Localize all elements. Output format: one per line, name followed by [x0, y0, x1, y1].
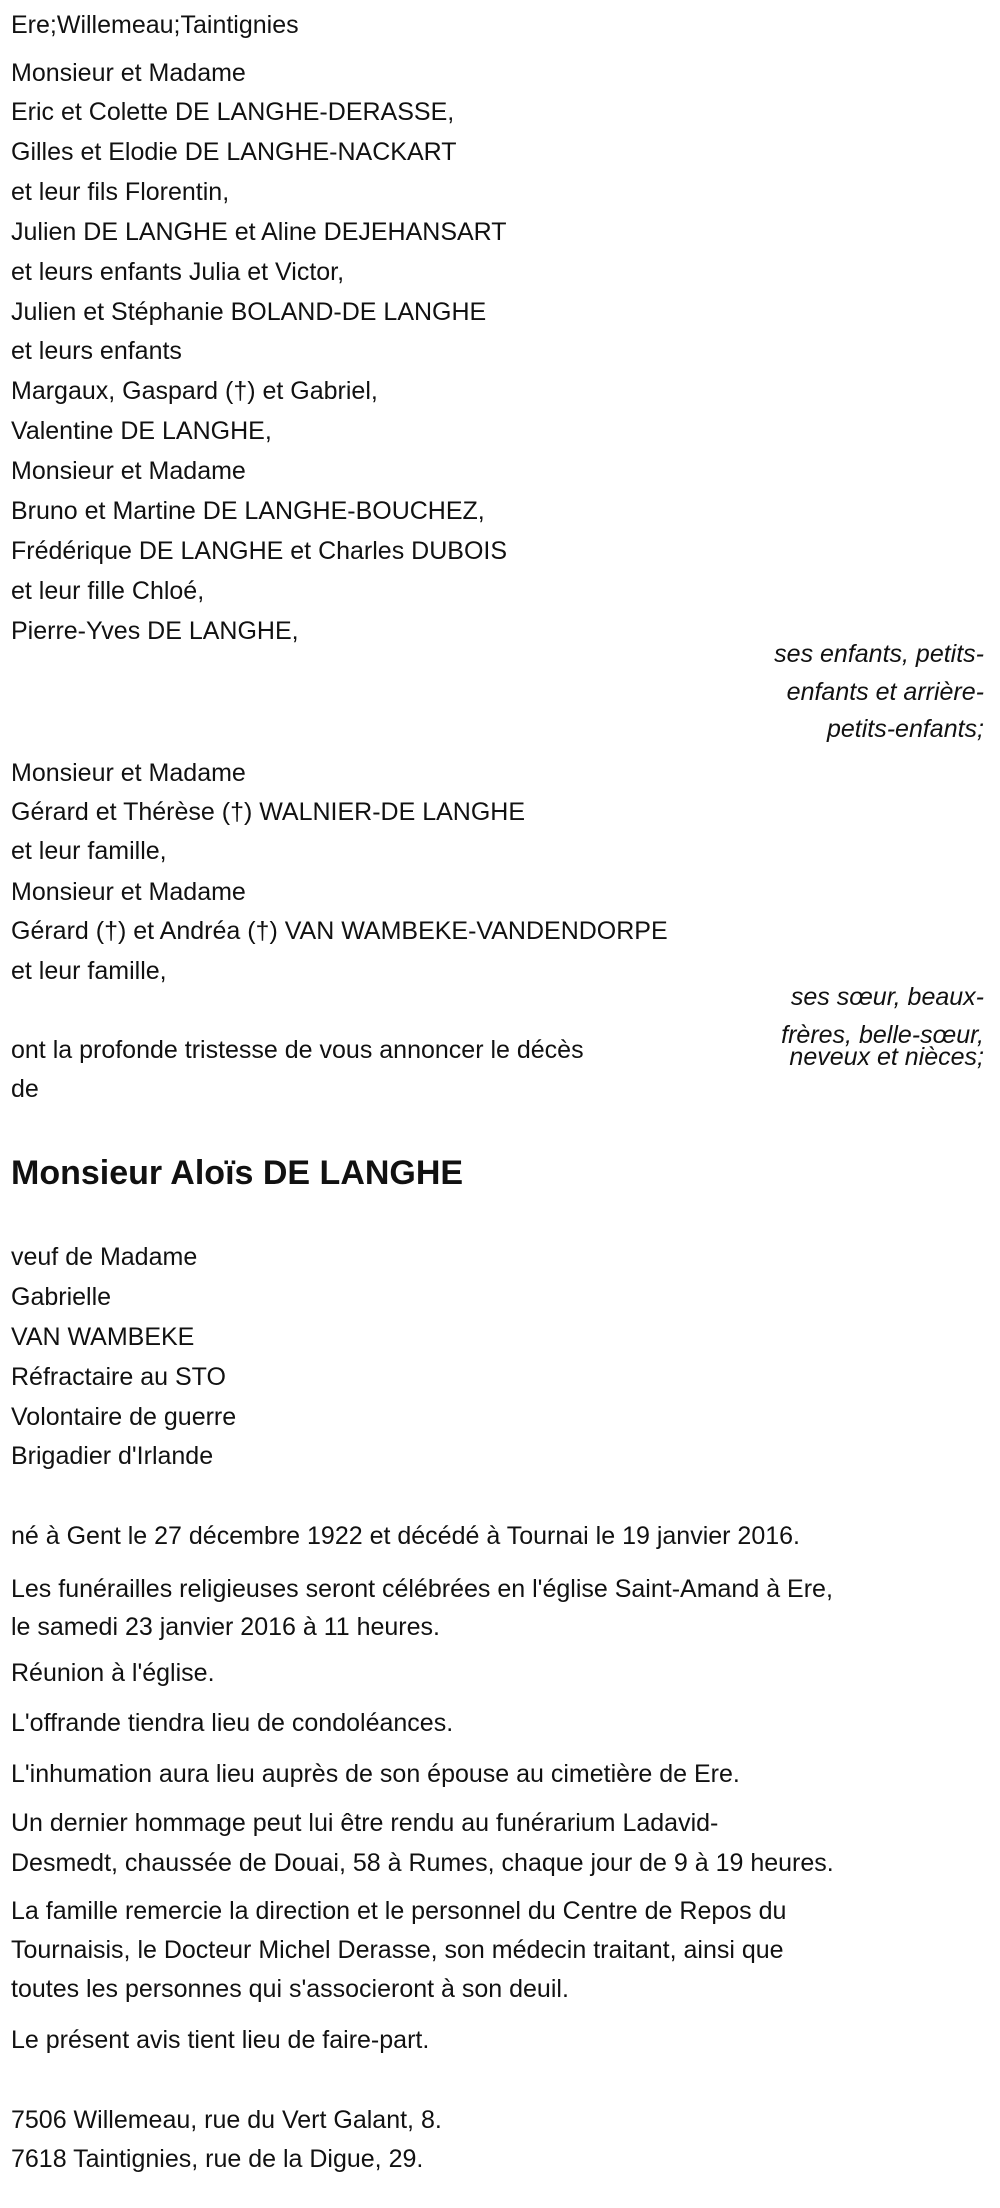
- family-line: Julien DE LANGHE et Aline DEJEHANSART: [11, 218, 507, 246]
- body-line: Desmedt, chaussée de Douai, 58 à Rumes, chaque jour de 9 à 19 heures.: [11, 1849, 834, 1877]
- detail-line: VAN WAMBEKE: [11, 1323, 195, 1351]
- family-line: Julien et Stéphanie BOLAND-DE LANGHE: [11, 298, 487, 326]
- family-line: Monsieur et Madame: [11, 878, 246, 906]
- detail-line: Volontaire de guerre: [11, 1403, 237, 1431]
- role-line: ses sœur, beaux-: [790, 983, 984, 1011]
- announcement-line: de: [11, 1075, 39, 1103]
- body-line: toutes les personnes qui s'associeront à son deuil.: [11, 1975, 569, 2003]
- role-line: petits-enfants;: [826, 715, 984, 743]
- body-line: Un dernier hommage peut lui être rendu au funérarium Ladavid-: [11, 1809, 719, 1837]
- family-line: Gérard et Thérèse (†) WALNIER-DE LANGHE: [11, 798, 526, 826]
- family-line: Pierre-Yves DE LANGHE,: [11, 617, 299, 645]
- announcement-line: ont la profonde tristesse de vous annoncer le décès: [11, 1036, 584, 1064]
- family-line: Monsieur et Madame: [11, 457, 246, 485]
- family-line: et leur famille,: [11, 837, 167, 865]
- role-line: ses enfants, petits-: [774, 640, 984, 668]
- role-line: neveux et nièces;: [789, 1043, 984, 1071]
- family-line: Gilles et Elodie DE LANGHE-NACKART: [11, 138, 457, 166]
- body-line: le samedi 23 janvier 2016 à 11 heures.: [11, 1613, 440, 1641]
- body-line: L'inhumation aura lieu auprès de son épouse au cimetière de Ere.: [11, 1760, 740, 1788]
- family-line: et leurs enfants Julia et Victor,: [11, 258, 345, 286]
- family-line: et leur fille Chloé,: [11, 577, 205, 605]
- address-line: 7506 Willemeau, rue du Vert Galant, 8.: [11, 2106, 442, 2134]
- detail-line: Réfractaire au STO: [11, 1363, 226, 1391]
- family-line: Valentine DE LANGHE,: [11, 417, 272, 445]
- family-line: Margaux, Gaspard (†) et Gabriel,: [11, 377, 378, 405]
- deceased-name: Monsieur Aloïs DE LANGHE: [11, 1154, 464, 1192]
- address-line: 7618 Taintignies, rue de la Digue, 29.: [11, 2145, 424, 2173]
- header-locations: Ere;Willemeau;Taintignies: [11, 11, 299, 39]
- body-line: né à Gent le 27 décembre 1922 et décédé à Tournai le 19 janvier 2016.: [11, 1522, 800, 1550]
- body-line: Les funérailles religieuses seront célébrées en l'église Saint-Amand à Ere,: [11, 1575, 833, 1603]
- body-line: Tournaisis, le Docteur Michel Derasse, son médecin traitant, ainsi que: [11, 1936, 784, 1964]
- family-line: Eric et Colette DE LANGHE-DERASSE,: [11, 98, 455, 126]
- role-line: frères, belle-sœur,: [781, 1021, 984, 1049]
- body-line: Le présent avis tient lieu de faire-part.: [11, 2026, 430, 2054]
- family-line: et leur famille,: [11, 957, 167, 985]
- body-line: Réunion à l'église.: [11, 1659, 215, 1687]
- family-line: Frédérique DE LANGHE et Charles DUBOIS: [11, 537, 508, 565]
- body-line: L'offrande tiendra lieu de condoléances.: [11, 1709, 454, 1737]
- detail-line: veuf de Madame: [11, 1243, 198, 1271]
- detail-line: Gabrielle: [11, 1283, 112, 1311]
- family-line: Monsieur et Madame: [11, 759, 246, 787]
- family-line: Monsieur et Madame: [11, 59, 246, 87]
- family-line: et leurs enfants: [11, 337, 182, 365]
- family-line: Gérard (†) et Andréa (†) VAN WAMBEKE-VANDENDORPE: [11, 917, 668, 945]
- body-line: La famille remercie la direction et le personnel du Centre de Repos du: [11, 1897, 787, 1925]
- family-line: Bruno et Martine DE LANGHE-BOUCHEZ,: [11, 497, 485, 525]
- family-line: et leur fils Florentin,: [11, 178, 230, 206]
- role-line: enfants et arrière-: [786, 678, 984, 706]
- detail-line: Brigadier d'Irlande: [11, 1442, 214, 1470]
